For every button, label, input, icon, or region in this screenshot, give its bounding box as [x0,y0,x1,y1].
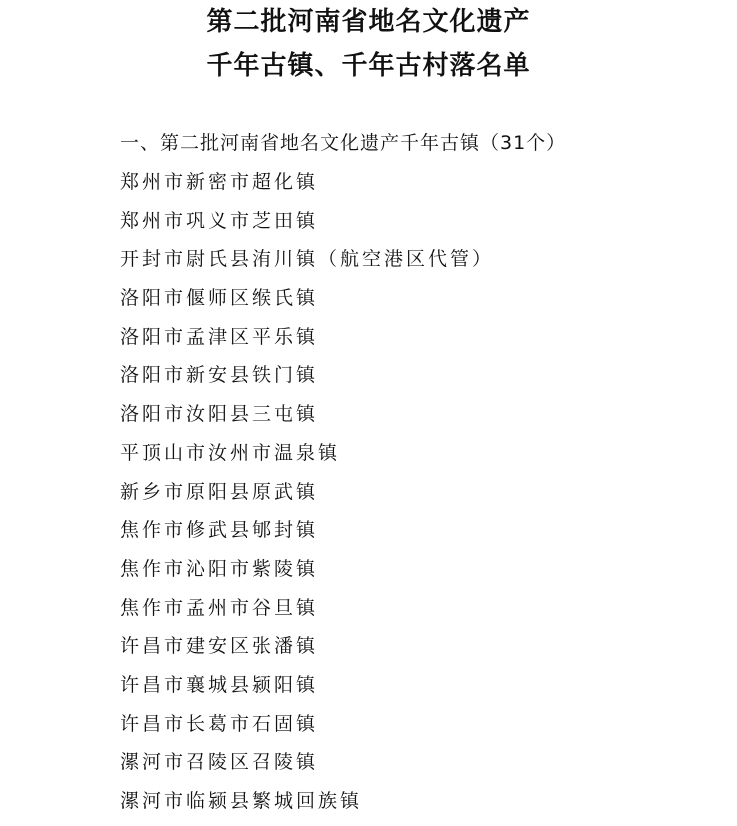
list-item: 许昌市襄城县颍阳镇 [120,673,319,696]
list-item: 许昌市长葛市石固镇 [120,712,319,735]
list-item: 漯河市临颍县繁城回族镇 [120,790,363,812]
list-item: 焦作市孟州市谷旦镇 [120,596,319,619]
list-item: 焦作市修武县郇封镇 [120,519,319,542]
list-item: 开封市尉氏县洧川镇（航空港区代管） [120,248,495,271]
town-list [120,168,494,826]
list-item: 焦作市沁阳市紫陵镇 [120,557,319,580]
list-item: 洛阳市孟津区平乐镇 [120,325,319,348]
section-heading: 一、第二批河南省地名文化遗产千年古镇（31个） [120,132,567,154]
list-item: 许昌市建安区张潘镇 [120,635,319,658]
document-title-line-1: 第二批河南省地名文化遗产 [206,7,531,37]
list-item: 新乡市原阳县原武镇 [120,480,319,503]
list-item: 洛阳市汝阳县三屯镇 [120,403,319,426]
document-title-line-2: 千年古镇、千年古村落名单 [206,51,531,81]
list-item: 漯河市召陵区召陵镇 [120,751,319,774]
list-item: 洛阳市偃师区缑氏镇 [120,287,319,310]
list-item: 郑州市新密市超化镇 [120,171,319,193]
list-item: 平顶山市汝州市温泉镇 [120,441,341,464]
list-item: 郑州市巩义市芝田镇 [120,209,319,232]
list-item: 洛阳市新安县铁门镇 [120,364,319,387]
